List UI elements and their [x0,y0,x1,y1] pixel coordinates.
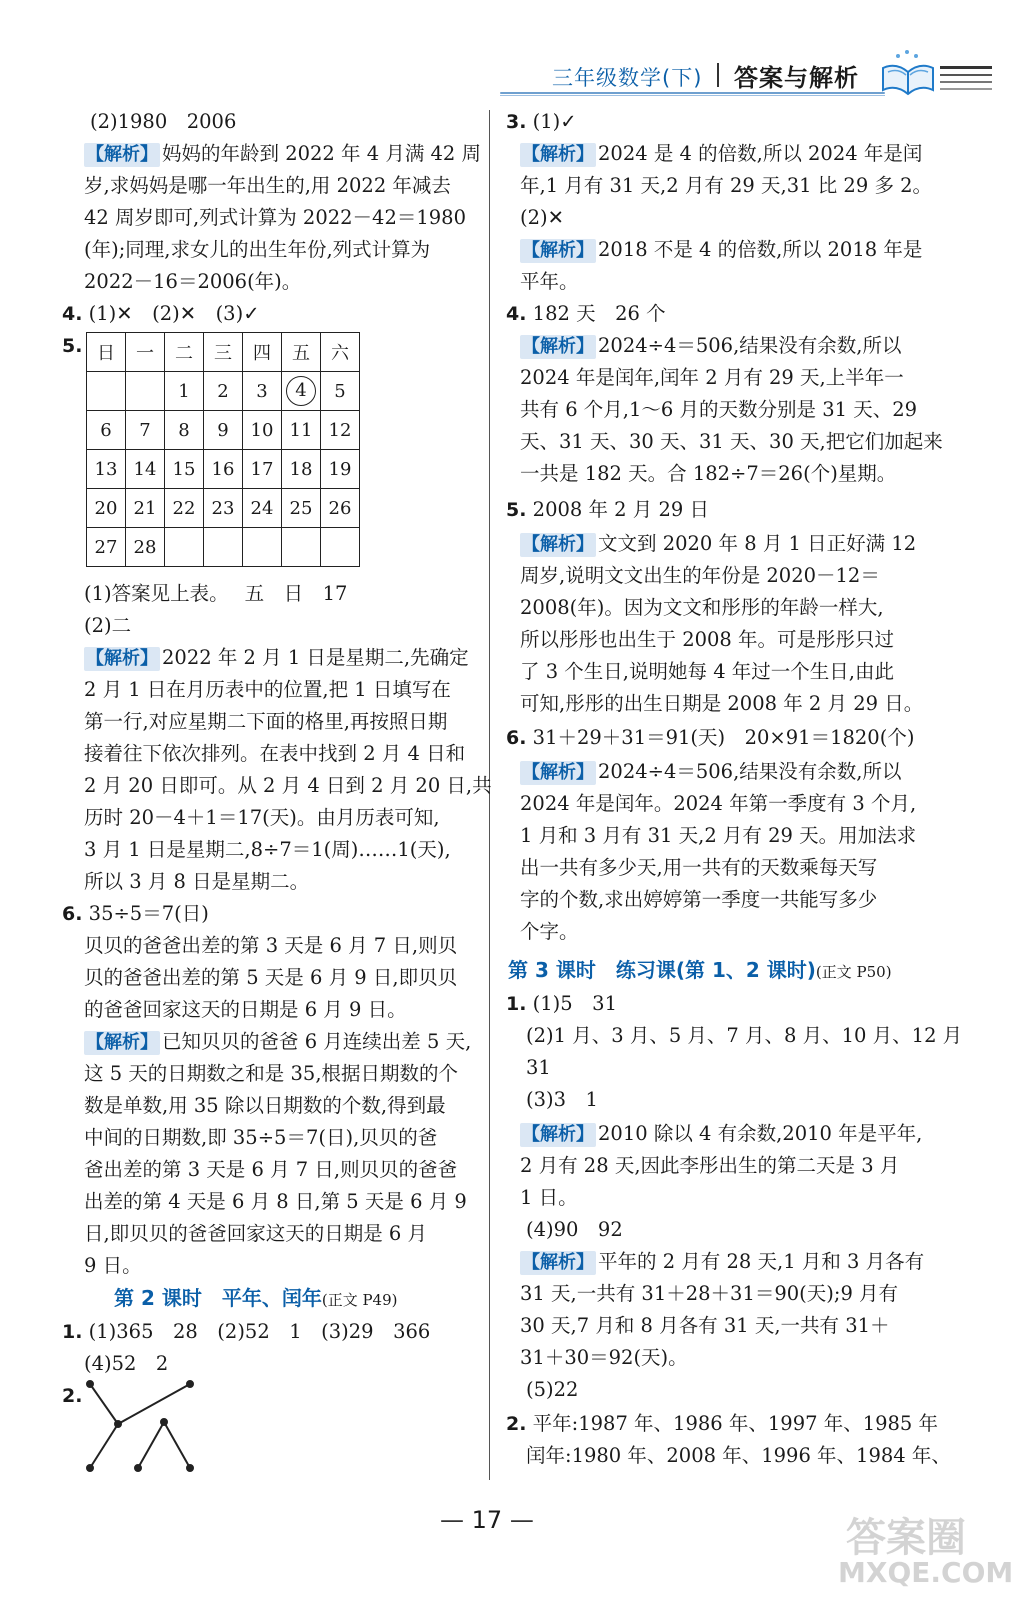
calendar-cell: 3 [243,372,282,411]
answer-line: (1)答案见上表。 五 日 17 [84,582,348,605]
analysis-tag: 【 解析 】 [520,533,596,557]
calendar-cell: 9 [204,411,243,450]
analysis-tag: 【 解析 】 [84,1031,160,1055]
calendar-cell: 10 [243,411,282,450]
calendar-header-cell: 三 [204,333,243,372]
calendar-cell: 22 [165,489,204,528]
calendar-cell: 26 [321,489,360,528]
text-line: 1 日。 [520,1186,578,1209]
calendar-header-cell: 二 [165,333,204,372]
exercise-2-number: 2. [62,1385,83,1407]
analysis-tag: 【 解析 】 [520,239,596,263]
calendar-row [87,489,360,528]
book-subtitle: 三年级数学(下) [552,66,703,90]
calendar-cell: 24 [243,489,282,528]
text-line: 所以 3 月 8 日是星期二。 [84,870,310,893]
text-line: 31＋30＝92(天)。 [520,1346,688,1369]
calendar-cell [282,528,321,567]
exercise-1: 1. (1)365 28 (2)52 1 (3)29 366 [62,1320,431,1343]
calendar-row [87,372,360,411]
text-line: 天、31 天、30 天、31 天、30 天,把它们加起来 [520,430,943,453]
text-line: 共有 6 个月,1～6 月的天数分别是 31 天、29 [520,398,918,421]
calendar-cell [243,528,282,567]
text-line: 2024 年是闰年,闰年 2 月有 29 天,上半年一 [520,366,904,389]
answer-line: (2)✕ [520,206,564,229]
calendar-cell: 15 [165,450,204,489]
analysis-line: 【 解析 】 已知贝贝的爸爸 6 月连续出差 5 天, [84,1028,471,1056]
text-line: 2 月有 28 天,因此李彤出生的第二天是 3 月 [520,1154,900,1177]
text-line: 日,即贝贝的爸爸回家这天的日期是 6 月 [84,1222,428,1245]
text-line: 数是单数,用 35 除以日期数的个数,得到最 [84,1094,446,1117]
answer-line: (3)3 1 [526,1088,598,1111]
analysis-tag: 【 解析 】 [520,335,596,359]
calendar-header-cell: 四 [243,333,282,372]
header-separator [717,63,719,87]
question-5: 5. 2008 年 2 月 29 日 [506,498,709,521]
calendar-cell: 23 [204,489,243,528]
calendar-table [86,332,360,567]
analysis-line: 【 解析 】 2024÷4＝506,结果没有余数,所以 [520,332,902,360]
section-heading-3: 第 3 课时 练习课(第 1、2 课时)(正文 P50) [508,958,892,982]
calendar-cell [126,372,165,411]
text-line: 2 月 20 日即可。从 2 月 4 日到 2 月 20 日,共 [84,774,492,797]
answer-line: (2)二 [84,614,132,637]
calendar-cell: 2 [204,372,243,411]
calendar-row [87,528,360,567]
matching-diagram [82,1380,202,1476]
text-line: 接着往下依次排列。在表中找到 2 月 4 日和 [84,742,466,765]
text-line: 出一共有多少天,用一共有的天数乘每天写 [520,856,878,879]
question-4: 4. 182 天 26 个 [506,302,666,325]
calendar-cell: 16 [204,450,243,489]
watermark-logo: 答案圈 MXQE.COM [838,1515,1014,1589]
calendar-row [87,411,360,450]
calendar-header-row [87,333,360,372]
text-line: 2 月 1 日在月历表中的位置,把 1 日填写在 [84,678,451,701]
answer-line: (5)22 [526,1378,579,1401]
question-6: 6. 35÷5＝7(日) [62,902,209,925]
circled-date: 4 [286,376,316,406]
text-line: 所以彤彤也出生于 2008 年。可是彤彤只过 [520,628,895,651]
analysis-line: 【 解析 】 2010 除以 4 有余数,2010 年是平年, [520,1120,922,1148]
analysis-line: 【 解析 】 文文到 2020 年 8 月 1 日正好满 12 [520,530,916,558]
calendar-cell: 19 [321,450,360,489]
calendar-cell: 12 [321,411,360,450]
text-line: 出差的第 4 天是 6 月 8 日,第 5 天是 6 月 9 [84,1190,467,1213]
text-line: 9 日。 [84,1254,142,1277]
text-line: 的爸爸回家这天的日期是 6 月 9 日。 [84,998,407,1021]
text-line: 可知,彤彤的出生日期是 2008 年 2 月 29 日。 [520,692,924,715]
calendar-cell: 8 [165,411,204,450]
calendar-cell: 25 [282,489,321,528]
calendar-cell: 21 [126,489,165,528]
text-line: 年,1 月有 31 天,2 月有 29 天,31 比 29 多 2。 [520,174,933,197]
calendar-cell: 17 [243,450,282,489]
text-line: 3 月 1 日是星期二,8÷7＝1(周)……1(天), [84,838,451,861]
question-5-number: 5. [62,335,83,357]
answer-line: (4)52 2 [84,1352,169,1375]
calendar-cell [321,528,360,567]
text-line: 爸出差的第 3 天是 6 月 7 日,则贝贝的爸爸 [84,1158,458,1181]
open-book-icon [878,48,998,100]
text-line: 这 5 天的日期数之和是 35,根据日期数的个 [84,1062,459,1085]
analysis-tag: 【 解析 】 [520,1123,596,1147]
text-line: 历时 20－4＋1＝17(天)。由月历表可知, [84,806,440,829]
text-line: 30 天,7 月和 8 月各有 31 天,一共有 31＋ [520,1314,890,1337]
text-line: 2022－16＝2006(年)。 [84,270,302,293]
header-rule [500,92,885,94]
text-line: 贝的爸爸出差的第 5 天是 6 月 9 日,即贝贝 [84,966,458,989]
analysis-tag: 【 解析 】 [520,1251,596,1275]
header-title: 答案与解析 [734,64,859,92]
answer-line: 31 [526,1056,551,1079]
calendar-cell: 1 [165,372,204,411]
calendar-cell-circled [282,372,321,411]
question-6: 6. 31＋29＋31＝91(天) 20×91＝1820(个) [506,726,915,749]
calendar-row [87,450,360,489]
text-line: 周岁,说明文文出生的年份是 2020－12＝ [520,564,880,587]
analysis-line: 【 解析 】 妈妈的年龄到 2022 年 4 月满 42 周 [84,140,481,168]
calendar-cell: 20 [87,489,126,528]
text-line: 1 月和 3 月有 31 天,2 月有 29 天。用加法求 [520,824,917,847]
answer-line: (4)90 92 [526,1218,623,1241]
calendar-cell: 11 [282,411,321,450]
analysis-tag: 【 解析 】 [520,143,596,167]
page-number: — 17 — [440,1506,534,1534]
analysis-tag: 【 解析 】 [84,647,160,671]
page-header [500,48,1000,100]
question-4: 4. (1)✕ (2)✕ (3)✓ [62,302,260,325]
text-line: 岁,求妈妈是哪一年出生的,用 2022 年减去 [84,174,451,197]
exercise-1: 1. (1)5 31 [506,992,617,1015]
calendar-cell: 6 [87,411,126,450]
section-heading-2: 第 2 课时 平年、闰年(正文 P49) [114,1286,398,1310]
question-3: 3. (1)✓ [506,110,577,133]
analysis-line: 【 解析 】 2024 是 4 的倍数,所以 2024 年是闰 [520,140,922,168]
analysis-tag: 【 解析 】 [84,143,160,167]
header-rule-thin [500,95,885,96]
analysis-line: 【 解析 】 2022 年 2 月 1 日是星期二,先确定 [84,644,469,672]
calendar-header-cell: 日 [87,333,126,372]
calendar-cell: 7 [126,411,165,450]
calendar-cell: 27 [87,528,126,567]
analysis-line: 【 解析 】 2024÷4＝506,结果没有余数,所以 [520,758,902,786]
text-line: 2008(年)。因为文文和彤彤的年龄一样大, [520,596,884,619]
calendar-header-cell: 一 [126,333,165,372]
text-line: 了 3 个生日,说明她每 4 年过一个生日,由此 [520,660,895,683]
calendar-cell [87,372,126,411]
analysis-tag: 【 解析 】 [520,761,596,785]
text-line: 中间的日期数,即 35÷5＝7(日),贝贝的爸 [84,1126,438,1149]
text-line: 平年。 [520,270,579,293]
text-line: 贝贝的爸爸出差的第 3 天是 6 月 7 日,则贝 [84,934,458,957]
answer-line: 闰年:1980 年、2008 年、1996 年、1984 年、 [526,1444,951,1467]
analysis-line: 【 解析 】 2018 不是 4 的倍数,所以 2018 年是 [520,236,922,264]
calendar-header-cell: 五 [282,333,321,372]
calendar-cell: 18 [282,450,321,489]
text-line: 字的个数,求出婷婷第一季度一共能写多少 [520,888,878,911]
text-line: (年);同理,求女儿的出生年份,列式计算为 [84,238,431,261]
exercise-2: 2. 平年:1987 年、1986 年、1997 年、1985 年 [506,1412,939,1435]
analysis-line: 【 解析 】 平年的 2 月有 28 天,1 月和 3 月各有 [520,1248,924,1276]
calendar-cell: 13 [87,450,126,489]
calendar-cell: 5 [321,372,360,411]
text-line: 第一行,对应星期二下面的格里,再按照日期 [84,710,448,733]
text-line: 一共是 182 天。合 182÷7＝26(个)星期。 [520,462,897,485]
answer-line: (2)1980 2006 [90,110,237,133]
calendar-cell [204,528,243,567]
text-line: 2024 年是闰年。2024 年第一季度有 3 个月, [520,792,917,815]
answer-line: (2)1 月、3 月、5 月、7 月、8 月、10 月、12 月 [526,1024,963,1047]
calendar-cell [165,528,204,567]
calendar-header-cell: 六 [321,333,360,372]
text-line: 个字。 [520,920,579,943]
calendar-cell: 14 [126,450,165,489]
text-line: 42 周岁即可,列式计算为 2022－42＝1980 [84,206,466,229]
text-line: 31 天,一共有 31＋28＋31＝90(天);9 月有 [520,1282,899,1305]
calendar-cell: 28 [126,528,165,567]
